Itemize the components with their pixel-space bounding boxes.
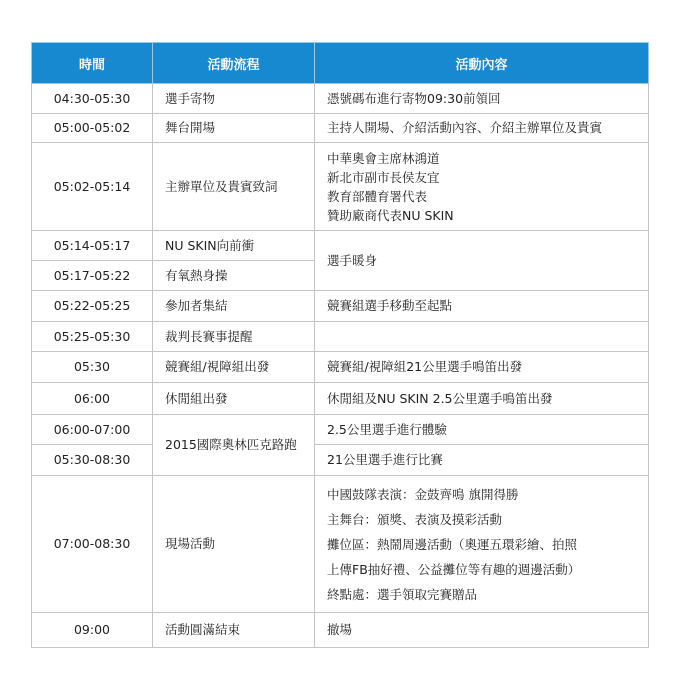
table-row <box>32 383 649 415</box>
time-cell: 09:00 <box>32 613 153 648</box>
content-line: 中華奧會主席林鴻道 <box>327 150 440 166</box>
content-line: 攤位區：熱鬧周邊活動（奧運五環彩繪、拍照 <box>327 536 578 552</box>
content-line: 中國鼓隊表演：金鼓齊鳴 旗開得勝 <box>327 486 519 502</box>
table-row <box>32 84 649 114</box>
flow-cell: NU SKIN向前衝 <box>153 231 315 261</box>
content-cell: 競賽組選手移動至起點 <box>315 291 649 322</box>
content-cell <box>315 322 649 352</box>
flow-cell: 舞台開場 <box>153 114 315 143</box>
table-row <box>32 291 649 322</box>
content-line: 贊助廠商代表NU SKIN <box>327 207 454 223</box>
content-cell: 2.5公里選手進行體驗 <box>315 415 649 445</box>
content-cell: 主持人開場、介紹活動內容、介紹主辦單位及貴賓 <box>315 114 649 143</box>
content-cell: 憑號碼布進行寄物09:30前領回 <box>315 84 649 114</box>
flow-cell: 參加者集結 <box>153 291 315 322</box>
time-cell: 05:17-05:22 <box>32 261 153 291</box>
time-cell: 07:00-08:30 <box>32 476 153 613</box>
table-row <box>32 613 649 648</box>
table-row <box>32 231 649 261</box>
flow-cell: 有氧熱身操 <box>153 261 315 291</box>
table-row <box>32 143 649 231</box>
content-cell: 選手暖身 <box>315 231 649 291</box>
flow-cell: 選手寄物 <box>153 84 315 114</box>
content-line: 主舞台：頒獎、表演及摸彩活動 <box>327 511 503 527</box>
header-content: 活動內容 <box>315 43 649 84</box>
content-cell <box>315 476 649 613</box>
content-cell: 21公里選手進行比賽 <box>315 445 649 476</box>
table-row <box>32 445 649 476</box>
table-row <box>32 322 649 352</box>
flow-cell: 主辦單位及貴賓致詞 <box>153 143 315 231</box>
content-cell: 休閒組及NU SKIN 2.5公里選手鳴笛出發 <box>315 383 649 415</box>
content-line: 新北市副市長侯友宜 <box>327 169 440 185</box>
flow-cell: 活動圓滿結束 <box>153 613 315 648</box>
content-line: 教育部體育署代表 <box>327 188 428 204</box>
header-flow: 活動流程 <box>153 43 315 84</box>
table-row <box>32 476 649 613</box>
flow-cell: 裁判長賽事提醒 <box>153 322 315 352</box>
time-cell: 05:14-05:17 <box>32 231 153 261</box>
flow-cell: 休閒組出發 <box>153 383 315 415</box>
time-cell: 05:02-05:14 <box>32 143 153 231</box>
table-row <box>32 352 649 383</box>
time-cell: 05:00-05:02 <box>32 114 153 143</box>
time-cell: 06:00 <box>32 383 153 415</box>
time-cell: 04:30-05:30 <box>32 84 153 114</box>
time-cell: 05:30 <box>32 352 153 383</box>
content-cell <box>315 143 649 231</box>
time-cell: 05:25-05:30 <box>32 322 153 352</box>
content-line: 上傳FB抽好禮、公益攤位等有趣的週邊活動） <box>327 561 581 577</box>
flow-cell: 現場活動 <box>153 476 315 613</box>
header-time: 時間 <box>32 43 153 84</box>
schedule-table <box>31 42 649 648</box>
content-cell: 撤場 <box>315 613 649 648</box>
content-line: 終點處：選手領取完賽贈品 <box>327 586 478 602</box>
table-header-row <box>32 43 649 84</box>
time-cell: 05:22-05:25 <box>32 291 153 322</box>
table-row <box>32 114 649 143</box>
flow-cell: 競賽組/視障組出發 <box>153 352 315 383</box>
time-cell: 06:00-07:00 <box>32 415 153 445</box>
content-cell: 競賽組/視障組21公里選手鳴笛出發 <box>315 352 649 383</box>
table-row <box>32 415 649 445</box>
time-cell: 05:30-08:30 <box>32 445 153 476</box>
flow-cell: 2015國際奧林匹克路跑 <box>153 415 315 476</box>
